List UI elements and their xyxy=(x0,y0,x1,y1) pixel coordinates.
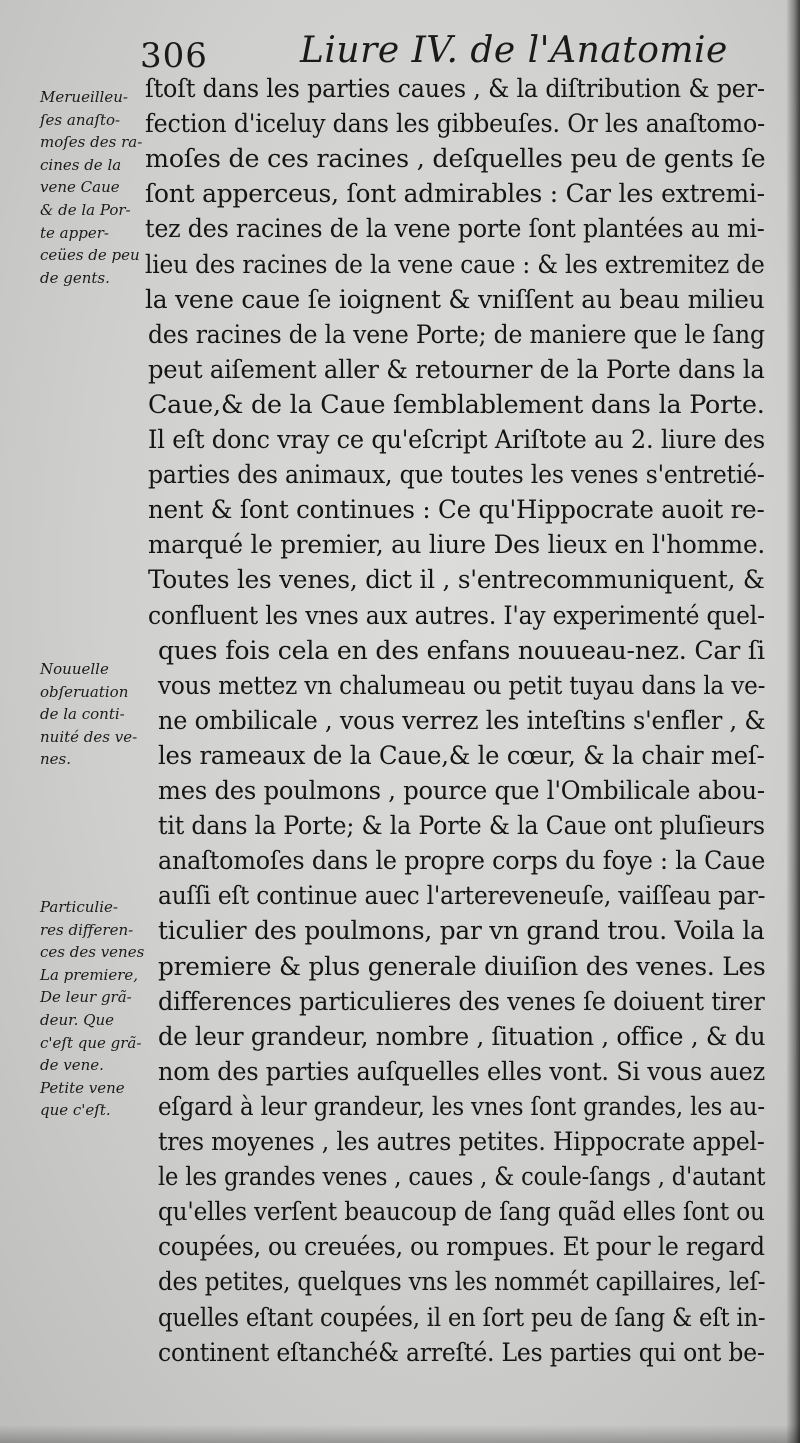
text-line: les rameaux de la Caue,& le cœur, & la chair meſ- xyxy=(158,740,765,770)
margin-note-line: De leur grã- xyxy=(40,988,132,1007)
margin-note-line: & de la Por- xyxy=(40,201,131,219)
margin-note-line: ſes anaſto- xyxy=(40,110,121,129)
margin-note-line: moſes des ra- xyxy=(40,133,143,152)
text-line: eſgard à leur grandeur, les vnes ſont grandes, les au- xyxy=(158,1091,765,1121)
page-edge-shadow xyxy=(786,0,800,1443)
margin-note-line: ceües de peu xyxy=(40,246,140,265)
text-line: nom des parties auſquelles elles vont. Si vous auez xyxy=(158,1056,766,1086)
margin-note-line: obſeruation xyxy=(40,682,129,701)
text-line: nent & ſont continues : Ce qu'Hippocrate auoit re- xyxy=(148,495,765,525)
margin-note-line: que c'eſt. xyxy=(40,1101,111,1120)
text-line: fection d'iceluy dans les gibbeuſes. Or les anaſtomo- xyxy=(145,109,765,139)
text-line: des petites, quelques vns les nommét capillaires, leſ- xyxy=(158,1267,766,1297)
running-title: Liure IV. de l'Anatomie xyxy=(300,30,728,71)
margin-note-line: Merueilleu- xyxy=(40,88,128,106)
margin-note-line: Nouuelle xyxy=(40,660,109,678)
page-bottom-shadow xyxy=(0,1425,800,1443)
text-line: Caue,& de la Caue ſemblablement dans la Porte. xyxy=(148,389,765,419)
text-line: des racines de la vene Porte; de maniere que le ſang xyxy=(148,319,765,349)
text-line: lieu des racines de la vene caue : & les extremitez de xyxy=(145,249,765,279)
text-line: tres moyenes , les autres petites. Hippocrate appel- xyxy=(158,1127,765,1156)
text-line: qu'elles verſent beaucoup de ſang quãd elles ſont ou xyxy=(158,1197,765,1227)
text-line: ques fois cela en des enfans nouueau-nez. Car ſi xyxy=(158,635,765,665)
text-line: parties des animaux, que toutes les venes s'entretié- xyxy=(148,460,765,490)
text-line: ſtoſt dans les parties caues , & la diſtribution & per- xyxy=(145,74,765,103)
margin-note-line: nuité des ve- xyxy=(40,727,138,746)
text-line: le les grandes venes , caues , & coule-ſangs , d'autant xyxy=(158,1162,766,1192)
margin-note-line: nes. xyxy=(40,750,72,769)
text-line: auſſi eſt continue auec l'artereveneuſe, vaiſſeau par- xyxy=(158,881,766,911)
text-line: ticulier des poulmons, par vn grand trou. Voila la xyxy=(158,916,765,946)
text-line: la vene caue ſe ioignent & vniſſent au beau milieu xyxy=(145,284,765,314)
margin-note-line: deur. Que xyxy=(40,1011,115,1029)
text-line: premiere & plus generale diuiſion des venes. Les xyxy=(158,951,766,981)
margin-note-line: Particulie- xyxy=(40,898,118,916)
text-line: Toutes les venes, dict il , s'entrecommuniquent, & xyxy=(148,565,765,595)
text-line: moſes de ces racines , deſquelles peu de gents ſe xyxy=(145,144,766,174)
text-line: differences particulieres des venes ſe doiuent tirer xyxy=(158,986,765,1016)
text-line: de leur grandeur, nombre , ſituation , office , & du xyxy=(158,1021,766,1051)
margin-note-line: vene Caue xyxy=(40,178,120,197)
text-line: mes des poulmons , pource que l'Ombilicale abou- xyxy=(158,776,765,805)
text-line: continent eſtanché& arreſté. Les parties qui ont be- xyxy=(158,1337,765,1367)
text-line: tez des racines de la vene porte ſont plantées au mi- xyxy=(145,214,765,244)
margin-note-line: de gents. xyxy=(40,268,110,287)
margin-note-line: de la conti- xyxy=(40,705,125,724)
margin-note-line: La premiere, xyxy=(40,965,139,984)
text-line: Il eſt donc vray ce qu'eſcript Ariſtote au 2. liure des xyxy=(148,425,766,454)
text-line: tit dans la Porte; & la Porte & la Caue ont pluſieurs xyxy=(158,811,765,841)
text-line: marqué le premier, au liure Des lieux en l'homme. xyxy=(148,530,765,560)
text-line: peut aiſement aller & retourner de la Porte dans la xyxy=(148,354,765,384)
margin-note-line: de vene. xyxy=(40,1056,104,1075)
text-line: ne ombilicale , vous verrez les inteſtins s'enfler , & xyxy=(158,705,766,735)
text-line: ſont apperceus, ſont admirables : Car les extremi- xyxy=(145,179,765,209)
margin-note-line: te apper- xyxy=(40,223,109,242)
text-line: vous mettez vn chalumeau ou petit tuyau dans la ve- xyxy=(158,670,766,700)
margin-note-line: cines de la xyxy=(40,155,122,174)
page-number: 306 xyxy=(140,36,208,76)
margin-note-line: c'eſt que grã- xyxy=(40,1033,142,1052)
margin-note-line: Petite vene xyxy=(40,1078,125,1097)
text-line: quelles eſtant coupées, il en ſort peu de ſang & eſt in- xyxy=(158,1302,766,1332)
text-line: confluent les vnes aux autres. I'ay experimenté quel- xyxy=(148,600,765,630)
margin-note-line: res differen- xyxy=(40,920,134,939)
text-line: coupées, ou creuées, ou rompues. Et pour le regard xyxy=(158,1232,765,1262)
page-header xyxy=(140,30,780,80)
text-line: anaſtomoſes dans le propre corps du foye : la Caue xyxy=(158,846,766,876)
margin-note-line: ces des venes xyxy=(40,943,145,962)
